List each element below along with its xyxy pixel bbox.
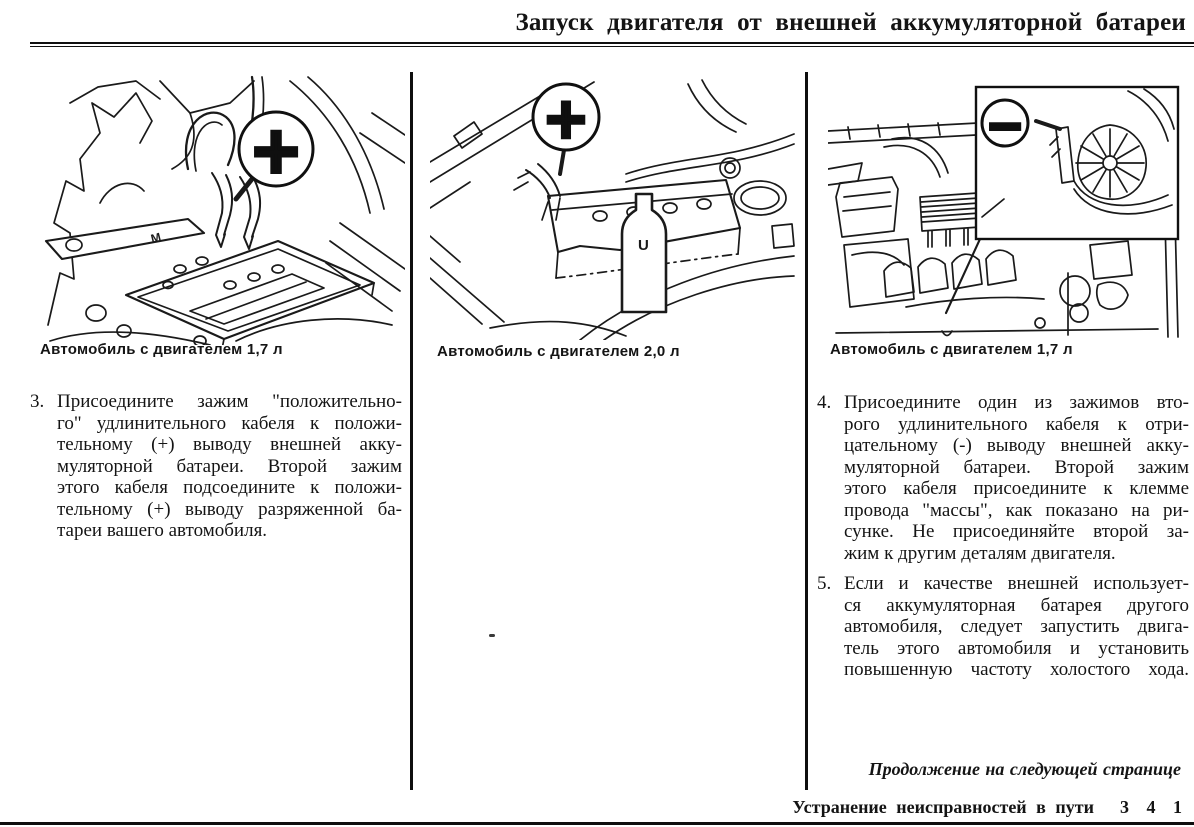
minus-symbol-icon: −: [985, 98, 1025, 152]
footer-section-title: Устранение неисправностей в пути: [792, 797, 1094, 817]
instruction-line: автомобиля, следует запустить двига-: [844, 616, 1189, 637]
instruction-line: муляторной батареи. Второй зажим: [57, 455, 402, 477]
engine-bay-sketch: [430, 80, 794, 340]
instruction-line: Присоедините зажим "положительно-: [57, 391, 402, 412]
instruction-line: провода "массы", как показано на ри-: [844, 499, 1189, 521]
reservoir-mark-label: U: [638, 237, 649, 254]
page-number: 3 4 1: [1120, 797, 1186, 817]
instruction-number: 4.: [817, 392, 832, 413]
instruction-line: сунке. Не присоединяйте второй за-: [844, 521, 1189, 542]
instruction-line: цательному (-) выводу внешней акку-: [844, 435, 1189, 456]
plus-symbol-icon: +: [249, 114, 303, 188]
engine-bay-sketch: [46, 77, 405, 345]
plus-symbol-icon: +: [542, 86, 590, 152]
instruction-item-3: [30, 391, 402, 542]
figure-caption-3: Автомобиль с двигателем 1,7 л: [830, 341, 1073, 358]
instruction-number: 3.: [30, 391, 45, 412]
instruction-line: тельному (+) выводу внешней акку-: [57, 434, 402, 455]
column-divider-left: [410, 72, 413, 790]
column-divider-right: [805, 72, 808, 790]
instruction-line: повышенную частоту холостого хода.: [844, 659, 1189, 680]
instruction-item-4: [817, 392, 1189, 564]
footer: [792, 797, 1186, 818]
instruction-item-5: [817, 573, 1189, 681]
scan-artifact-dot: [489, 634, 495, 637]
figure-engine-17l-positive: [40, 73, 405, 345]
figure-engine-17l-negative: [828, 85, 1185, 341]
figure-caption-2: Автомобиль с двигателем 2,0 л: [437, 343, 680, 360]
instruction-line: тельному (+) выводу разряженной ба-: [57, 498, 402, 520]
instruction-line: го" удлинительного кабеля к положи-: [57, 412, 402, 434]
header-rule: [30, 42, 1194, 51]
figure-engine-20l-positive: [430, 78, 795, 340]
instruction-line: Присоедините один из зажимов вто-: [844, 392, 1189, 413]
figure-caption-1: Автомобиль с двигателем 1,7 л: [40, 341, 283, 358]
instruction-line: жим к другим деталям двигателя.: [844, 542, 1116, 564]
instruction-line: ся аккумуляторная батарея другого: [844, 594, 1189, 616]
instruction-column-right: [817, 392, 1189, 690]
instruction-line: тель этого автомобиля и установить: [844, 637, 1189, 659]
instruction-line: Если и качестве внешней использует-: [844, 573, 1189, 594]
bottom-rule: [0, 822, 1194, 825]
page-title: Запуск двигателя от внешней аккумуляторной батареи: [515, 9, 1186, 36]
instruction-number: 5.: [817, 573, 832, 594]
instruction-line: этого кабеля присоедините к клемме: [844, 478, 1189, 499]
instruction-line: муляторной батареи. Второй зажим: [844, 456, 1189, 478]
bracket-mark-label: М: [149, 229, 163, 246]
instruction-line: рого удлинительного кабеля к отри-: [844, 413, 1189, 435]
instruction-column-left: [30, 391, 402, 551]
instruction-line: тареи вашего автомобиля.: [57, 520, 268, 541]
continuation-note: Продолжение на следующей странице: [868, 759, 1181, 779]
instruction-line: этого кабеля подсоедините к положи-: [57, 477, 402, 498]
